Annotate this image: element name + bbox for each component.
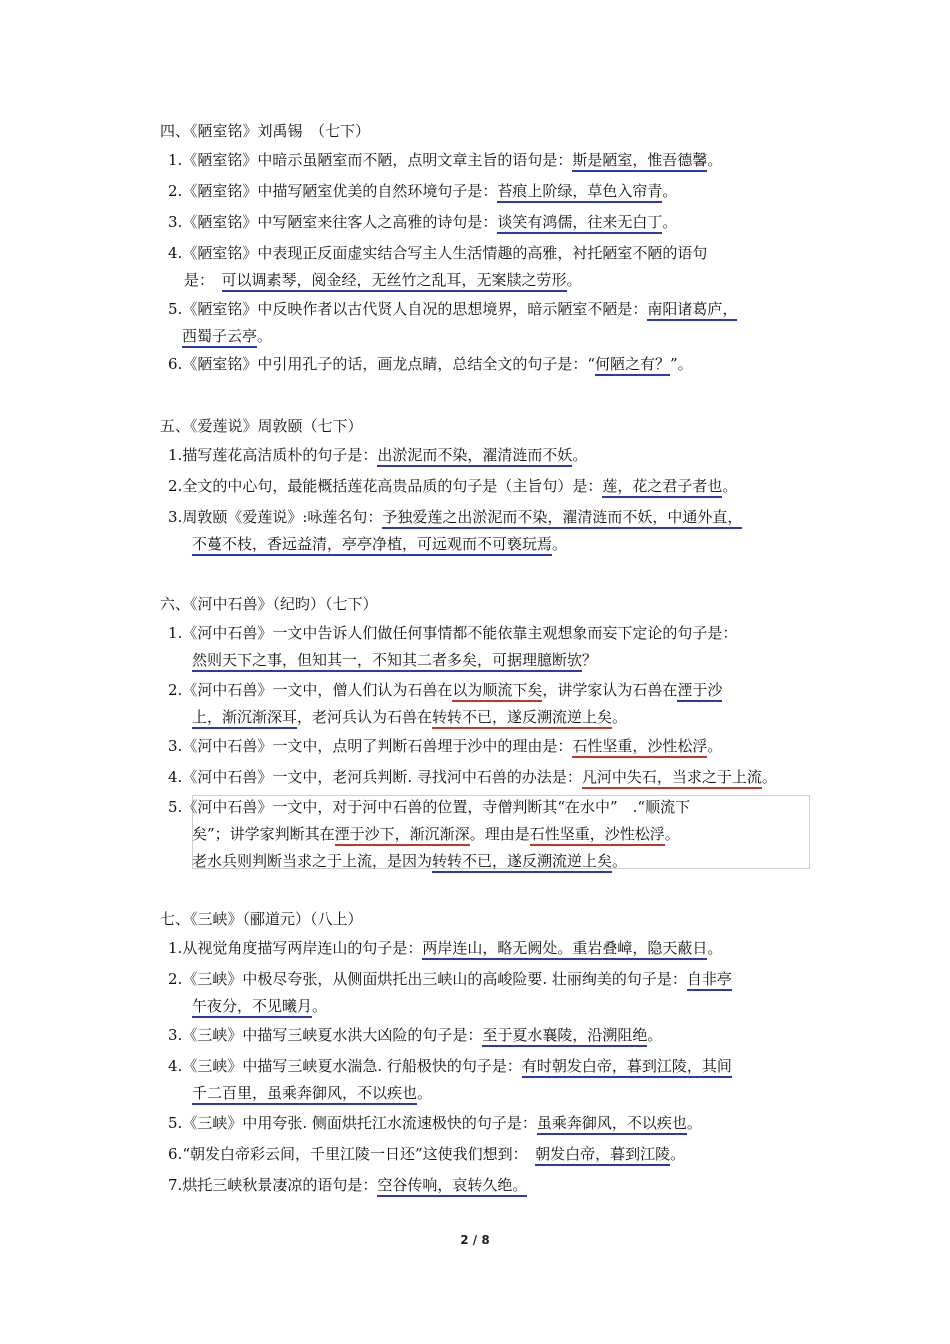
section-title: 六、《河中石兽》（纪昀）（七下）: [160, 595, 378, 613]
question-text: 矣”；讲学家判断其在: [192, 825, 335, 843]
item-number: 5.: [168, 798, 183, 816]
answer-text: 然则天下之事，但知其一，不知其二者多矣，可据理臆断欤: [192, 651, 582, 672]
question-text: ，讲学家认为石兽在: [542, 681, 678, 699]
answer-text: 谈笑有鸿儒，往来无白丁: [497, 213, 662, 234]
question-text: 《陋室铭》中写陋室来往客人之高雅的诗句是：: [182, 213, 498, 231]
list-item: [168, 677, 808, 731]
list-item: [168, 473, 808, 500]
item-number: 2.: [168, 970, 183, 988]
question-text: 《三峡》中描写三峡夏水洪大凶险的句子是：: [182, 1026, 483, 1044]
page-number: 2 / 8: [460, 1233, 490, 1247]
answer-text: 出淤泥而不染，濯清涟而不妖: [377, 446, 572, 467]
answer-text: 苔痕上阶绿，草色入帘青: [497, 182, 662, 203]
item-number: 2.: [168, 477, 183, 495]
list-item: [168, 442, 808, 469]
section-title: 七、《三峡》（郦道元）（八上）: [160, 910, 363, 928]
question-text: 老水兵则判断当求之于上流，是因为: [192, 852, 433, 870]
punct: 。: [686, 1114, 702, 1132]
question-text: 从视觉角度描写两岸连山的句子是：: [182, 939, 423, 957]
punct: ”。: [670, 355, 693, 373]
punct: 。: [612, 708, 628, 726]
item-number: 5.: [168, 1114, 183, 1132]
question-text: ，老河兵认为石兽在: [297, 708, 433, 726]
punct: 。: [707, 151, 723, 169]
punct: 。: [662, 213, 678, 231]
question-text: 《三峡》中描写三峡夏水湍急. 行船极快的句子是：: [182, 1057, 522, 1075]
item-number: 4.: [168, 768, 183, 786]
item-number: 1.: [168, 151, 183, 169]
punct: 。: [552, 535, 568, 553]
list-item: [168, 1110, 808, 1137]
punct: 。: [417, 1084, 433, 1102]
question-text: 烘托三峡秋景凄凉的语句是：: [182, 1176, 378, 1194]
item-number: 2.: [168, 182, 183, 200]
answer-text: 至于夏水襄陵，沿溯阻绝: [482, 1026, 647, 1047]
question-text: 《河中石兽》一文中，老河兵判断. 寻找河中石兽的办法是：: [182, 768, 582, 786]
answer-text: 不蔓不枝，香远益清，亭亭净植，可远观而不可亵玩焉: [192, 535, 552, 556]
answer-text: 石性坚重，沙性松浮: [530, 825, 665, 846]
answer-text: 湮于沙下，渐沉渐深: [335, 825, 470, 846]
question-text: 《三峡》中极尽夸张，从侧面烘托出三峡山的高峻险要. 壮丽绚美的句子是：: [182, 970, 687, 988]
answer-text: 千二百里，虽乘奔御风，不以疾也: [192, 1084, 417, 1105]
answer-text: 有时朝发白帝，暮到江陵，其间: [522, 1057, 732, 1078]
answer-text: 凡河中失石，当求之于上流: [582, 768, 762, 789]
answer-text: 空谷传响，哀转久绝。: [377, 1176, 527, 1197]
list-item: [168, 209, 808, 236]
punct: 。: [707, 939, 723, 957]
punct: 。: [572, 446, 588, 464]
punct: 。: [312, 997, 328, 1015]
answer-text: 上，渐沉渐深耳: [192, 708, 297, 729]
section-title: 五、《爱莲说》周敦颐（七下）: [160, 417, 363, 435]
list-item: [168, 764, 808, 791]
item-number: 4.: [168, 1057, 183, 1075]
answer-text: 朝发白帝，暮到江陵: [535, 1145, 670, 1166]
item-number: 3.: [168, 1026, 183, 1044]
list-item: [168, 240, 808, 294]
question-text: “朝发白帝彩云间，千里江陵一日还”这使我们想到：: [182, 1145, 528, 1163]
question-text: 《河中石兽》一文中，僧人们认为石兽在: [182, 681, 453, 699]
answer-text: 转转不已，遂反溯流逆上矣: [432, 852, 612, 873]
list-item: [168, 296, 808, 350]
answer-text: 虽乘奔御风，不以疾也: [537, 1114, 687, 1135]
question-text: 全文的中心句，最能概括莲花高贵品质的句子是（主旨句）是：: [182, 477, 603, 495]
list-item: [168, 351, 808, 378]
punct: 。: [566, 271, 582, 289]
question-text: 《陋室铭》中表现正反面虚实结合写主人生活情趣的高雅，衬托陋室不陋的语句: [182, 244, 708, 262]
list-item: [168, 1172, 808, 1199]
item-number: 1.: [168, 624, 183, 642]
question-text: 《陋室铭》中反映作者以古代贤人自况的思想境界，暗示陋室不陋是：: [182, 300, 648, 318]
list-item: [168, 733, 808, 760]
punct: 。: [662, 182, 678, 200]
answer-text: 南阳诸葛庐，: [647, 300, 737, 321]
punct: 。: [612, 852, 628, 870]
question-text: 。理由是: [469, 825, 530, 843]
question-text: 《河中石兽》一文中，对于河中石兽的位置，寺僧判断其“在水中” .“顺流下: [182, 798, 691, 816]
punct: 。: [761, 768, 777, 786]
question-text: 《陋室铭》中描写陋室优美的自然环境句子是：: [182, 182, 498, 200]
list-item: [168, 178, 808, 205]
answer-text: 可以调素琴，阅金经，无丝竹之乱耳，无案牍之劳形: [222, 271, 567, 292]
section-title: 四、《陋室铭》刘禹锡 （七下）: [160, 122, 371, 140]
answer-text: 午夜分，不见曦月: [192, 997, 312, 1018]
answer-text: 莲，花之君子者也: [602, 477, 722, 498]
list-item: [168, 1141, 808, 1168]
punct: 。: [722, 477, 738, 495]
item-number: 7.: [168, 1176, 183, 1194]
item-number: 6.: [168, 355, 183, 373]
list-item: [168, 966, 808, 1020]
list-item: [168, 620, 808, 674]
item-number: 4.: [168, 244, 183, 262]
answer-text: 何陋之有？: [595, 355, 670, 376]
question-text: 《三峡》中用夸张. 侧面烘托江水流速极快的句子是：: [182, 1114, 537, 1132]
list-item: [168, 935, 808, 962]
punct: 。: [670, 1145, 686, 1163]
list-item: [168, 504, 808, 558]
answer-text: 西蜀子云亭: [182, 327, 257, 348]
question-text: 描写莲花高洁质朴的句子是：: [182, 446, 378, 464]
list-item: [168, 1022, 808, 1049]
answer-text: 石性坚重，沙性松浮: [572, 737, 707, 758]
question-text: 是：: [184, 271, 207, 289]
item-number: 1.: [168, 446, 183, 464]
answer-text: 予独爱莲之出淤泥而不染，濯清涟而不妖，中通外直，: [382, 508, 742, 529]
punct: ？: [582, 651, 598, 669]
punct: 。: [257, 327, 273, 345]
answer-text: 转转不已，遂反溯流逆上矣: [432, 708, 612, 729]
question-text: 周敦颐《爱莲说》:咏莲名句：: [182, 508, 383, 526]
item-number: 1.: [168, 939, 183, 957]
item-number: 3.: [168, 737, 183, 755]
question-text: 《河中石兽》一文中告诉人们做任何事情都不能依靠主观想象而妄下定论的句子是：: [182, 624, 738, 642]
answer-text: 斯是陋室，惟吾德馨: [572, 151, 707, 172]
list-item: [168, 794, 808, 875]
item-number: 6.: [168, 1145, 183, 1163]
question-text: 《陋室铭》中暗示虽陋室而不陋，点明文章主旨的语句是：: [182, 151, 573, 169]
punct: 。: [707, 737, 723, 755]
answer-text: 自非亭: [687, 970, 732, 991]
item-number: 2.: [168, 681, 183, 699]
list-item: [168, 147, 808, 174]
list-item: [168, 1053, 808, 1107]
question-text: 《河中石兽》一文中，点明了判断石兽埋于沙中的理由是：: [182, 737, 573, 755]
punct: 。: [664, 825, 680, 843]
item-number: 3.: [168, 213, 183, 231]
answer-text: 以为顺流下矣: [452, 681, 542, 702]
question-text: 《陋室铭》中引用孔子的话，画龙点睛，总结全文的句子是：“: [182, 355, 595, 373]
answer-text: 两岸连山，略无阙处。重岩叠嶂，隐天蔽日: [422, 939, 707, 960]
punct: 。: [647, 1026, 663, 1044]
item-number: 3.: [168, 508, 183, 526]
answer-text: 湮于沙: [677, 681, 722, 702]
item-number: 5.: [168, 300, 183, 318]
